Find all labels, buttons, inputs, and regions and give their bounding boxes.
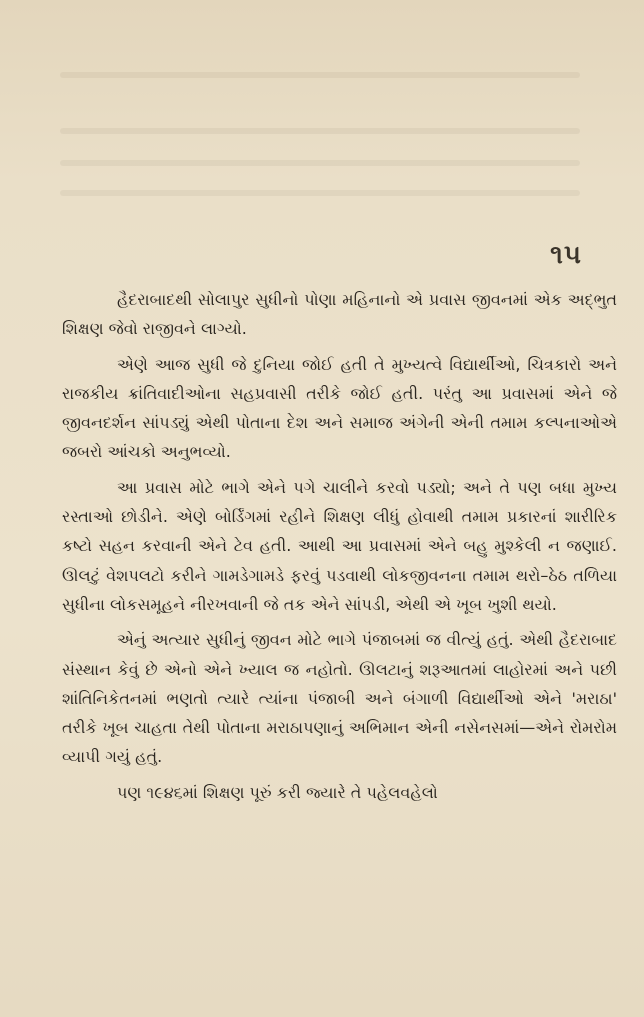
- bleed-through-mark: [60, 72, 580, 78]
- paragraph: પણ ૧૯૪૬માં શિક્ષણ પૂરું કરી જ્યારે તે પહેલવહેલો: [117, 782, 438, 802]
- bleed-through-mark: [60, 190, 580, 196]
- paragraph: એનું અત્યાર સુધીનું જીવન મોટે ભાગે પંજાબમાં જ વીત્યું હતું. એથી હૈદરાબાદ સંસ્થાન કેવું છે એનો એને ખ્યાલ જ નહોતો. ઊલટાનું શરૂઆતમાં લાહોરમાં અને પછી શાંતિનિકેતનમાં ભણતો ત્યારે ત્યાંના પંજાબી અને બંગાળી વિદ્યાર્થીઓ એને 'મરાઠા' તરીકે ખૂબ ચાહતા તેથી પોતાના મરાઠાપણાનું અભિમાન એની નસેનસમાં—એને રોમરોમ વ્યાપી ગયું હતું.: [62, 630, 617, 767]
- paragraph: આ પ્રવાસ મોટે ભાગે એને પગે ચાલીને કરવો પડ્યો; અને તે પણ બધા મુખ્ય રસ્તાઓ છોડીને. એણે બોર્ડિંગમાં રહીને શિક્ષણ લીધું હોવાથી તમામ પ્રકારનાં શારીરિક કષ્ટો સહન કરવાની એને ટેવ હતી. આથી આ પ્રવાસમાં એને બહુ મુશ્કેલી ન જણાઈ. ઊલટું વેશપલટો કરીને ગામડેગામડે ફરવું પડવાથી લોકજીવનના તમામ થરો–ઠેઠ તળિયા સુધીના લોકસમૂહને નીરખવાની જે તક એને સાંપડી, એથી એ ખૂબ ખુશી થયો.: [62, 477, 617, 614]
- paragraph: હૈદરાબાદથી સોલાપુર સુધીનો પોણા મહિનાનો એ પ્રવાસ જીવનમાં એક અદ્ભુત શિક્ષણ જેવો રાજીવને લાગ્યો.: [62, 290, 617, 339]
- bleed-through-mark: [60, 160, 580, 166]
- bleed-through-mark: [60, 128, 580, 134]
- body-text: [62, 285, 617, 807]
- page-number: ૧૫: [550, 240, 582, 270]
- paragraph: એણે આજ સુધી જે દુનિયા જોઈ હતી તે મુખ્યત્વે વિદ્યાર્થીઓ, ચિત્રકારો અને રાજકીય ક્રાંતિવાદીઓના સહપ્રવાસી તરીકે જોઈ હતી. પરંતુ આ પ્રવાસમાં એને જે જીવનદર્શન સાંપડ્યું એથી પોતાના દેશ અને સમાજ અંગેની એની તમામ કલ્પનાઓએ જબરો આંચકો અનુભવ્યો.: [62, 354, 617, 462]
